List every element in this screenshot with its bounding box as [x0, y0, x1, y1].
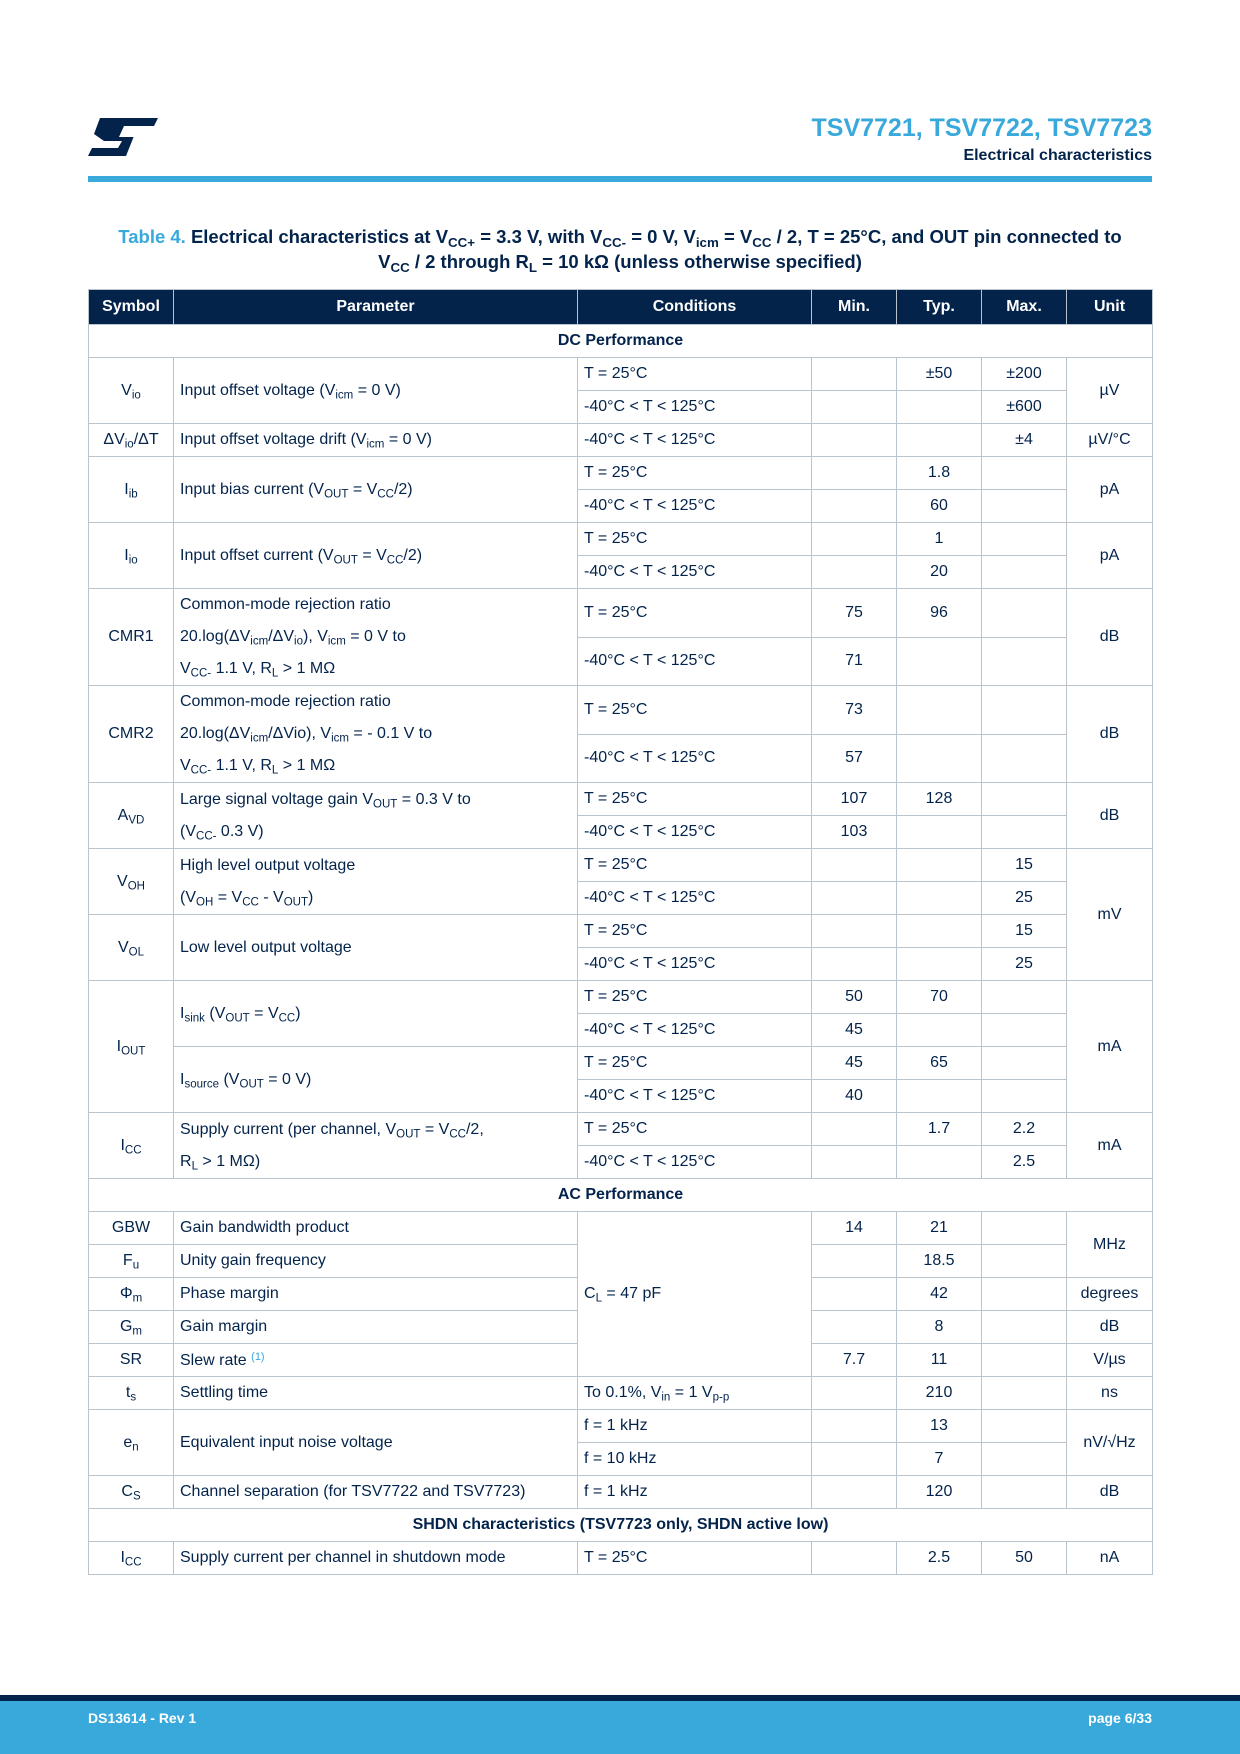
condition-cell: -40°C < T < 125°C — [578, 424, 812, 457]
min-cell: 107 — [812, 783, 897, 816]
section-title: Electrical characteristics — [963, 147, 1152, 164]
condition-cell: -40°C < T < 125°C — [578, 391, 812, 424]
max-cell: 15 — [982, 915, 1067, 948]
unit-cell: MHz — [1067, 1212, 1153, 1278]
max-cell: ±600 — [982, 391, 1067, 424]
symbol-cell: $F_u$ — [89, 1245, 174, 1278]
unit-cell: degrees — [1067, 1278, 1153, 1311]
typ-cell: 65 — [897, 1047, 982, 1080]
table-row — [89, 1377, 1153, 1410]
unit-cell: dB — [1067, 686, 1153, 783]
parameter-cell: Channel separation (for TSV7722 and TSV7723) — [174, 1476, 578, 1509]
parameter-cell: $I_{source}$ ($V_{OUT} = 0$ V) — [174, 1047, 578, 1113]
min-cell: 57 — [812, 734, 897, 783]
unit-cell: dB — [1067, 1311, 1153, 1344]
condition-cell: -40°C < T < 125°C — [578, 637, 812, 686]
table-row — [89, 686, 1153, 735]
section-row — [89, 1509, 1153, 1542]
parameter-cell: Unity gain frequency — [174, 1245, 578, 1278]
condition-cell: T = 25°C — [578, 783, 812, 816]
ac-performance-heading: AC Performance — [89, 1179, 1153, 1212]
condition-cell: -40°C < T < 125°C — [578, 1080, 812, 1113]
min-cell: 103 — [812, 816, 897, 849]
typ-cell: 42 — [897, 1278, 982, 1311]
condition-cell: -40°C < T < 125°C — [578, 734, 812, 783]
typ-cell: 11 — [897, 1344, 982, 1377]
unit-cell: mA — [1067, 1113, 1153, 1179]
typ-cell: 1.7 — [897, 1113, 982, 1146]
unit-cell: dB — [1067, 589, 1153, 686]
typ-cell: 18.5 — [897, 1245, 982, 1278]
max-cell: 25 — [982, 948, 1067, 981]
col-symbol: Symbol — [89, 290, 174, 325]
unit-cell: µV/°C — [1067, 424, 1153, 457]
footer-bar — [0, 1701, 1240, 1754]
condition-cell: -40°C < T < 125°C — [578, 1146, 812, 1179]
symbol-cell: $I_{OUT}$ — [89, 981, 174, 1113]
condition-cell: -40°C < T < 125°C — [578, 1014, 812, 1047]
table-number: Table 4. — [118, 226, 186, 247]
condition-cell: -40°C < T < 125°C — [578, 948, 812, 981]
symbol-cell: $G_m$ — [89, 1311, 174, 1344]
symbol-cell: $V_{io}$ — [89, 358, 174, 424]
table-row — [89, 783, 1153, 816]
document-title: TSV7721, TSV7722, TSV7723 — [811, 114, 1152, 142]
col-conditions: Conditions — [578, 290, 812, 325]
parameter-cell: Gain bandwidth product — [174, 1212, 578, 1245]
unit-cell: nA — [1067, 1542, 1153, 1575]
unit-cell: dB — [1067, 783, 1153, 849]
symbol-cell: CMR1 — [89, 589, 174, 686]
typ-cell: 1.8 — [897, 457, 982, 490]
typ-cell: 128 — [897, 783, 982, 816]
unit-cell: V/µs — [1067, 1344, 1153, 1377]
parameter-cell: $I_{sink}$ $(V_{OUT} = V_{CC})$ — [174, 981, 578, 1047]
typ-cell: 1 — [897, 523, 982, 556]
table-caption: Table 4. Electrical characteristics at $V_{CC+} = 3.3$ V, with $V_{CC-} = 0$ V, $V_{icm} = V_{CC} / 2$, T = 25°C, and OUT pin connected to $V_{CC} / 2$ through $R_L = 10$ kΩ (unless otherwise specified) — [118, 226, 1122, 275]
table-row — [89, 424, 1153, 457]
table-row — [89, 915, 1153, 948]
parameter-cell: Supply current per channel in shutdown mode — [174, 1542, 578, 1575]
parameter-cell: Gain margin — [174, 1311, 578, 1344]
max-cell: 25 — [982, 882, 1067, 915]
typ-cell: 20 — [897, 556, 982, 589]
typ-cell: 60 — [897, 490, 982, 523]
typ-cell: ±50 — [897, 358, 982, 391]
parameter-cell: Input offset voltage ($V_{icm} = 0$ V) — [174, 358, 578, 424]
symbol-cell: $t_s$ — [89, 1377, 174, 1410]
condition-cell: T = 25°C — [578, 1047, 812, 1080]
st-logo — [88, 118, 158, 158]
condition-cell: T = 25°C — [578, 523, 812, 556]
table-row — [89, 457, 1153, 490]
max-cell: 2.5 — [982, 1146, 1067, 1179]
symbol-cell: $\Delta V_{io}/\Delta T$ — [89, 424, 174, 457]
unit-cell: pA — [1067, 457, 1153, 523]
symbol-cell: $V_{OL}$ — [89, 915, 174, 981]
condition-cell: T = 25°C — [578, 849, 812, 882]
table-row — [89, 1047, 1153, 1080]
min-cell: 14 — [812, 1212, 897, 1245]
parameter-cell: Common-mode rejection ratio $20.\log(\Delta V_{icm}/\Delta Vio)$, $V_{icm}$ = - 0.1 V to $V_{CC-}$ 1.1 V, $R_L > 1$ MΩ — [174, 686, 578, 783]
section-row — [89, 325, 1153, 358]
condition-cell: f = 1 kHz — [578, 1476, 812, 1509]
symbol-cell: $I_{CC}$ — [89, 1542, 174, 1575]
typ-cell: 70 — [897, 981, 982, 1014]
parameter-cell: Settling time — [174, 1377, 578, 1410]
shdn-heading: SHDN characteristics (TSV7723 only, SHDN active low) — [89, 1509, 1153, 1542]
condition-cell: T = 25°C — [578, 589, 812, 638]
table-row — [89, 589, 1153, 638]
table-row — [89, 1410, 1153, 1443]
min-cell: 40 — [812, 1080, 897, 1113]
typ-cell: 13 — [897, 1410, 982, 1443]
condition-cell: $C_L = 47$ pF — [578, 1212, 812, 1377]
min-cell: 45 — [812, 1014, 897, 1047]
condition-cell: f = 1 kHz — [578, 1410, 812, 1443]
col-typ: Typ. — [897, 290, 982, 325]
unit-cell: mV — [1067, 849, 1153, 981]
unit-cell: nV/√Hz — [1067, 1410, 1153, 1476]
min-cell: 45 — [812, 1047, 897, 1080]
max-cell: ±4 — [982, 424, 1067, 457]
condition-cell: T = 25°C — [578, 1113, 812, 1146]
min-cell: 75 — [812, 589, 897, 638]
symbol-cell: CMR2 — [89, 686, 174, 783]
condition-cell: T = 25°C — [578, 981, 812, 1014]
section-row — [89, 1179, 1153, 1212]
table-row — [89, 1212, 1153, 1245]
document-revision: DS13614 - Rev 1 — [88, 1710, 197, 1726]
symbol-cell: $I_{CC}$ — [89, 1113, 174, 1179]
condition-cell: T = 25°C — [578, 358, 812, 391]
max-cell: 15 — [982, 849, 1067, 882]
condition-cell: T = 25°C — [578, 915, 812, 948]
parameter-cell: Common-mode rejection ratio $20.\log(\Delta V_{icm}/\Delta V_{io})$, $V_{icm} = 0$ V to $V_{CC-}$ 1.1 V, $R_L > 1$ MΩ — [174, 589, 578, 686]
parameter-cell: Equivalent input noise voltage — [174, 1410, 578, 1476]
table-row — [89, 981, 1153, 1014]
max-cell: ±200 — [982, 358, 1067, 391]
parameter-cell: Large signal voltage gain $V_{OUT} = 0.3$ V to ($V_{CC-}$ 0.3 V) — [174, 783, 578, 849]
symbol-cell: $I_{ib}$ — [89, 457, 174, 523]
typ-cell: 2.5 — [897, 1542, 982, 1575]
unit-cell: mA — [1067, 981, 1153, 1113]
parameter-cell: Slew rate $^{(1)}$ — [174, 1344, 578, 1377]
unit-cell: µV — [1067, 358, 1153, 424]
condition-cell: T = 25°C — [578, 686, 812, 735]
col-parameter: Parameter — [174, 290, 578, 325]
unit-cell: pA — [1067, 523, 1153, 589]
dc-performance-heading: DC Performance — [89, 325, 1153, 358]
condition-cell: To 0.1%, $V_{in} = 1$ $V_{p-p}$ — [578, 1377, 812, 1410]
electrical-characteristics-table — [88, 289, 1153, 1575]
min-cell: 50 — [812, 981, 897, 1014]
unit-cell: dB — [1067, 1476, 1153, 1509]
table-row — [89, 1542, 1153, 1575]
symbol-cell: $e_n$ — [89, 1410, 174, 1476]
typ-cell: 21 — [897, 1212, 982, 1245]
symbol-cell: $A_{VD}$ — [89, 783, 174, 849]
condition-cell: -40°C < T < 125°C — [578, 490, 812, 523]
symbol-cell: $C_S$ — [89, 1476, 174, 1509]
typ-cell: 7 — [897, 1443, 982, 1476]
parameter-cell: Supply current (per channel, $V_{OUT} = V_{CC}/2$, $R_L > 1$ MΩ) — [174, 1113, 578, 1179]
min-cell: 73 — [812, 686, 897, 735]
parameter-cell: Input offset current $(V_{OUT} = V_{CC}/2)$ — [174, 523, 578, 589]
col-max: Max. — [982, 290, 1067, 325]
table-header-row — [89, 290, 1153, 325]
header-rule — [88, 176, 1152, 182]
col-unit: Unit — [1067, 290, 1153, 325]
condition-cell: T = 25°C — [578, 457, 812, 490]
table-row — [89, 1476, 1153, 1509]
symbol-cell: GBW — [89, 1212, 174, 1245]
typ-cell: 120 — [897, 1476, 982, 1509]
unit-cell: ns — [1067, 1377, 1153, 1410]
page-number: page 6/33 — [1088, 1710, 1152, 1726]
typ-cell: 8 — [897, 1311, 982, 1344]
condition-cell: -40°C < T < 125°C — [578, 816, 812, 849]
parameter-cell: Phase margin — [174, 1278, 578, 1311]
table-row — [89, 358, 1153, 391]
symbol-cell: $V_{OH}$ — [89, 849, 174, 915]
col-min: Min. — [812, 290, 897, 325]
max-cell: 50 — [982, 1542, 1067, 1575]
symbol-cell: $\Phi_m$ — [89, 1278, 174, 1311]
typ-cell: 210 — [897, 1377, 982, 1410]
condition-cell: f = 10 kHz — [578, 1443, 812, 1476]
condition-cell: -40°C < T < 125°C — [578, 556, 812, 589]
symbol-cell: $I_{io}$ — [89, 523, 174, 589]
typ-cell: 96 — [897, 589, 982, 638]
parameter-cell: Input bias current $(V_{OUT} = V_{CC}/2)$ — [174, 457, 578, 523]
table-row — [89, 523, 1153, 556]
parameter-cell: High level output voltage $(V_{OH} = V_{CC} - V_{OUT})$ — [174, 849, 578, 915]
table-row — [89, 1113, 1153, 1146]
symbol-cell: SR — [89, 1344, 174, 1377]
table-row — [89, 849, 1153, 882]
condition-cell: -40°C < T < 125°C — [578, 882, 812, 915]
parameter-cell: Input offset voltage drift ($V_{icm} = 0$ V) — [174, 424, 578, 457]
footnote-link[interactable]: (1) — [251, 1350, 265, 1363]
min-cell: 7.7 — [812, 1344, 897, 1377]
parameter-cell: Low level output voltage — [174, 915, 578, 981]
min-cell: 71 — [812, 637, 897, 686]
condition-cell: T = 25°C — [578, 1542, 812, 1575]
max-cell: 2.2 — [982, 1113, 1067, 1146]
